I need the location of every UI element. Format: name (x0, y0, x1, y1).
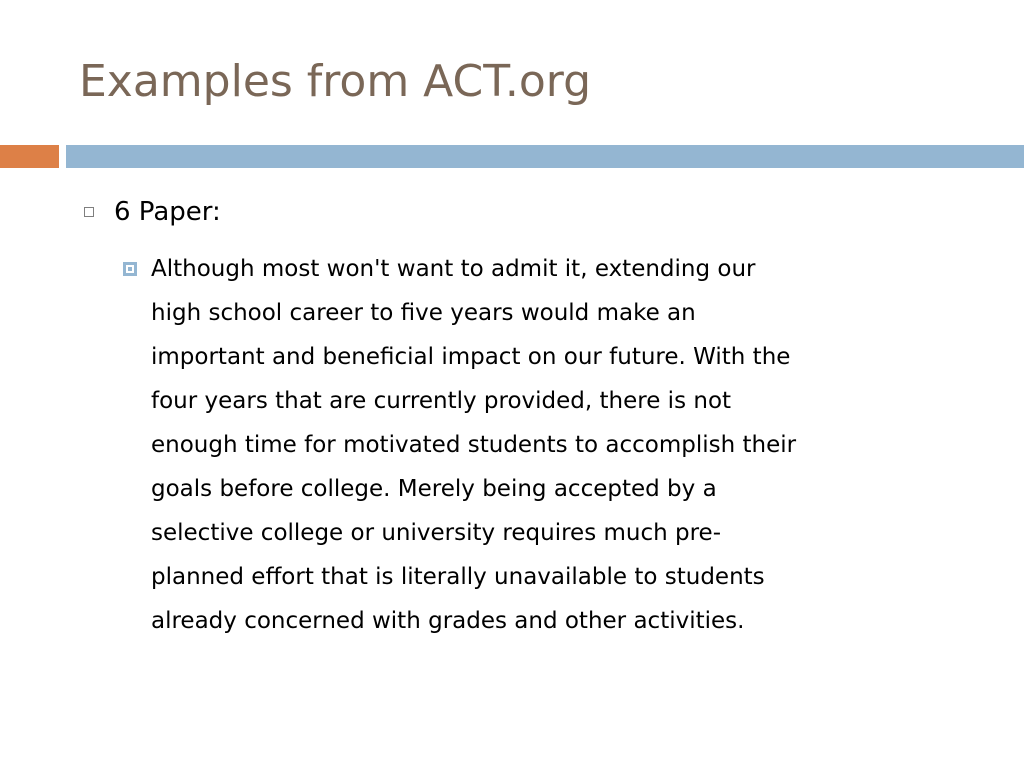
paragraph-line: Although most won't want to admit it, extending our (151, 256, 756, 282)
hollow-square-bullet-icon (84, 207, 94, 217)
filled-square-bullet-icon (123, 262, 137, 276)
paragraph-line: already concerned with grades and other activities. (151, 608, 745, 634)
paragraph-line: enough time for motivated students to accomplish their (151, 432, 797, 458)
bullet-item (84, 190, 964, 234)
sub-bullet-paragraph (151, 247, 796, 643)
paragraph-line: four years that are currently provided, there is not (151, 388, 732, 414)
paragraph-line: important and beneficial impact on our future. With the (151, 344, 791, 370)
orange-accent-bar (0, 145, 59, 168)
paragraph-line: selective college or university requires much pre- (151, 520, 722, 546)
bullet-label: 6 Paper: (114, 197, 221, 227)
paragraph-line: planned effort that is literally unavailable to students (151, 564, 765, 590)
blue-title-bar (66, 145, 1024, 168)
sub-bullet-item (123, 247, 983, 643)
paragraph-line: high school career to five years would make an (151, 300, 696, 326)
paragraph-line: goals before college. Merely being accepted by a (151, 476, 717, 502)
slide-title: Examples from ACT.org (79, 56, 592, 107)
